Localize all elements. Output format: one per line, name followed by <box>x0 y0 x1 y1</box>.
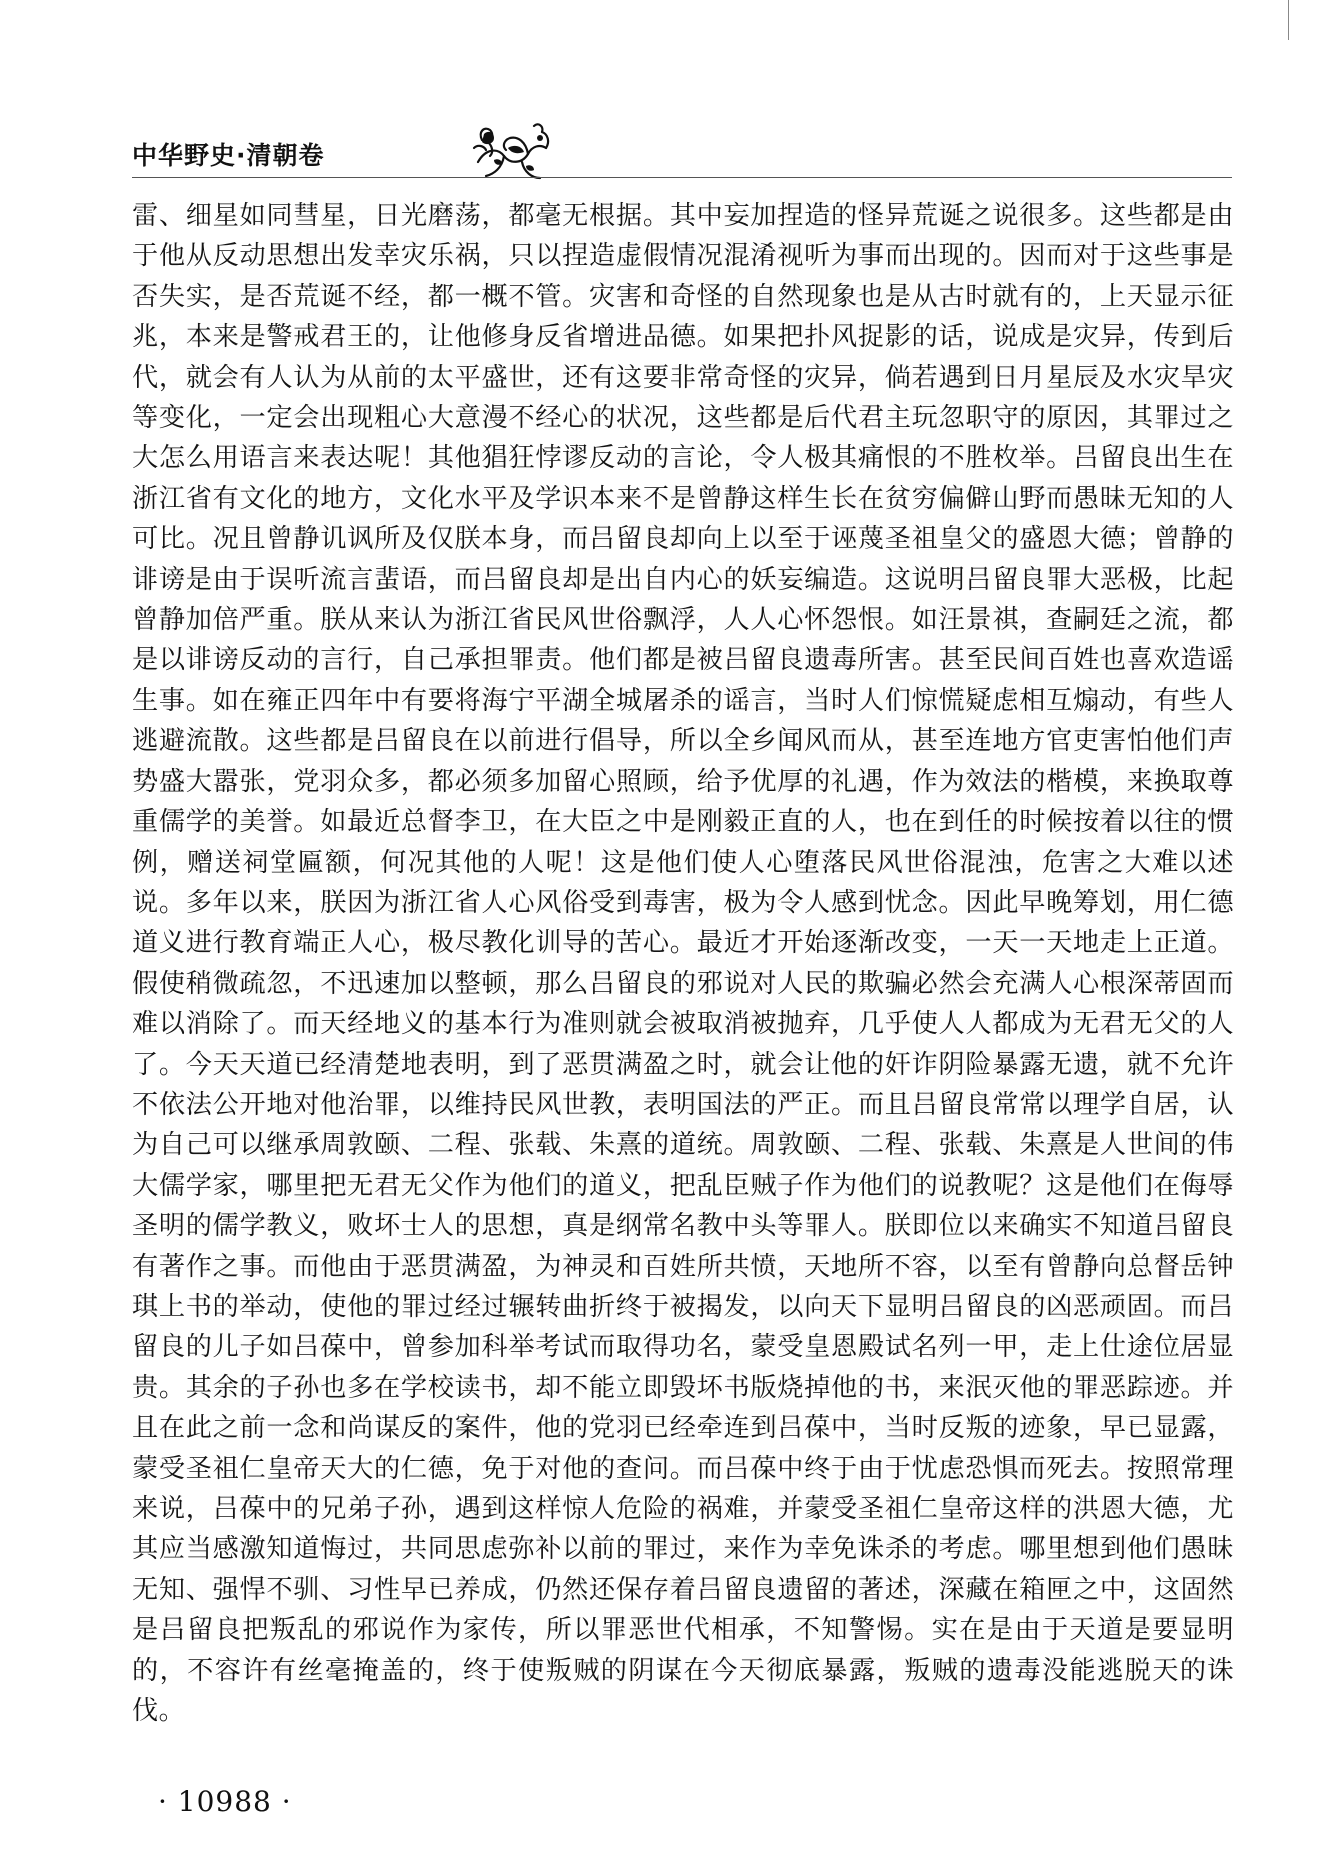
scan-edge-mark <box>1288 0 1289 40</box>
header-rule <box>132 177 1232 178</box>
page-number: · 10988 · <box>158 1785 292 1818</box>
body-paragraph: 雷、细星如同彗星，日光磨荡，都毫无根据。其中妄加捏造的怪异荒诞之说很多。这些都是由于他从反动思想出发幸灾乐祸，只以捏造虚假情况混淆视听为事而出现的。因而对于这些事是否失实，是否荒诞不经，都一概不管。灾害和奇怪的自然现象也是从古时就有的，上天显示征兆，本来是警戒君王的，让他修身反省增进品德。如果把扑风捉影的话，说成是灾异，传到后代，就会有人认为从前的太平盛世，还有这要非常奇怪的灾异，倘若遇到日月星辰及水灾旱灾等变化，一定会出现粗心大意漫不经心的状况，这些都是后代君主玩忽职守的原因，其罪过之大怎么用语言来表达呢！其他猖狂悖谬反动的言论，令人极其痛恨的不胜枚举。吕留良出生在浙江省有文化的地方，文化水平及学识本来不是曾静这样生长在贫穷偏僻山野而愚昧无知的人可比。况且曾静讥讽所及仅朕本身，而吕留良却向上以至于诬蔑圣祖皇父的盛恩大德；曾静的诽谤是由于误听流言蜚语，而吕留良却是出自内心的妖妄编造。这说明吕留良罪大恶极，比起曾静加倍严重。朕从来认为浙江省民风世俗飘浮，人人心怀怨恨。如汪景祺，查嗣廷之流，都是以诽谤反动的言行，自己承担罪责。他们都是被吕留良遗毒所害。甚至民间百姓也喜欢造谣生事。如在雍正四年中有要将海宁平湖全城屠杀的谣言，当时人们惊慌疑虑相互煽动，有些人逃避流散。这些都是吕留良在以前进行倡导，所以全乡闻风而从，甚至连地方官吏害怕他们声势盛大嚣张，党羽众多，都必须多加留心照顾，给予优厚的礼遇，作为效法的楷模，来换取尊重儒学的美誉。如最近总督李卫，在大臣之中是刚毅正直的人，也在到任的时候按着以往的惯例，赠送祠堂匾额，何况其他的人呢！这是他们使人心堕落民风世俗混浊，危害之大难以述说。多年以来，朕因为浙江省人心风俗受到毒害，极为令人感到忧念。因此早晚筹划，用仁德道义进行教育端正人心，极尽教化训导的苦心。最近才开始逐渐改变，一天一天地走上正道。假使稍微疏忽，不迅速加以整顿，那么吕留良的邪说对人民的欺骗必然会充满人心根深蒂固而难以消除了。而天经地义的基本行为准则就会被取消被抛弃，几乎使人人都成为无君无父的人了。今天天道已经清楚地表明，到了恶贯满盈之时，就会让他的奸诈阴险暴露无遗，就不允许不依法公开地对他治罪，以维持民风世教，表明国法的严正。而且吕留良常常以理学自居，认为自己可以继承周敦颐、二程、张载、朱熹的道统。周敦颐、二程、张载、朱熹是人世间的伟大儒学家，哪里把无君无父作为他们的道义，把乱臣贼子作为他们的说教呢？这是他们在侮辱圣明的儒学教义，败坏士人的思想，真是纲常名教中头等罪人。朕即位以来确实不知道吕留良有著作之事。而他由于恶贯满盈，为神灵和百姓所共愤，天地所不容，以至有曾静向总督岳钟琪上书的举动，使他的罪过经过辗转曲折终于被揭发，以向天下显明吕留良的凶恶顽固。而吕留良的儿子如吕葆中，曾参加科举考试而取得功名，蒙受皇恩殿试名列一甲，走上仕途位居显贵。其余的子孙也多在学校读书，却不能立即毁坏书版烧掉他的书，来泯灭他的罪恶踪迹。并且在此之前一念和尚谋反的案件，他的党羽已经牵连到吕葆中，当时反叛的迹象，早已显露，蒙受圣祖仁皇帝天大的仁德，免于对他的查问。而吕葆中终于由于忧虑恐惧而死去。按照常理来说，吕葆中的兄弟子孙，遇到这样惊人危险的祸难，并蒙受圣祖仁皇帝这样的洪恩大德，尤其应当感激知道悔过，共同思虑弥补以前的罪过，来作为幸免诛杀的考虑。哪里想到他们愚昧无知、强悍不驯、习性早已养成，仍然还保存着吕留良遗留的著述，深藏在箱匣之中，这固然是吕留良把叛乱的邪说作为家传，所以罪恶世代相承，不知警惕。实在是由于天道是要显明的，不容许有丝毫掩盖的，终于使叛贼的阴谋在今天彻底暴露，叛贼的遗毒没能逃脱天的诛伐。 <box>132 201 1234 1727</box>
running-header <box>132 128 1232 188</box>
book-title: 中华野史·清朝卷 <box>132 141 325 170</box>
